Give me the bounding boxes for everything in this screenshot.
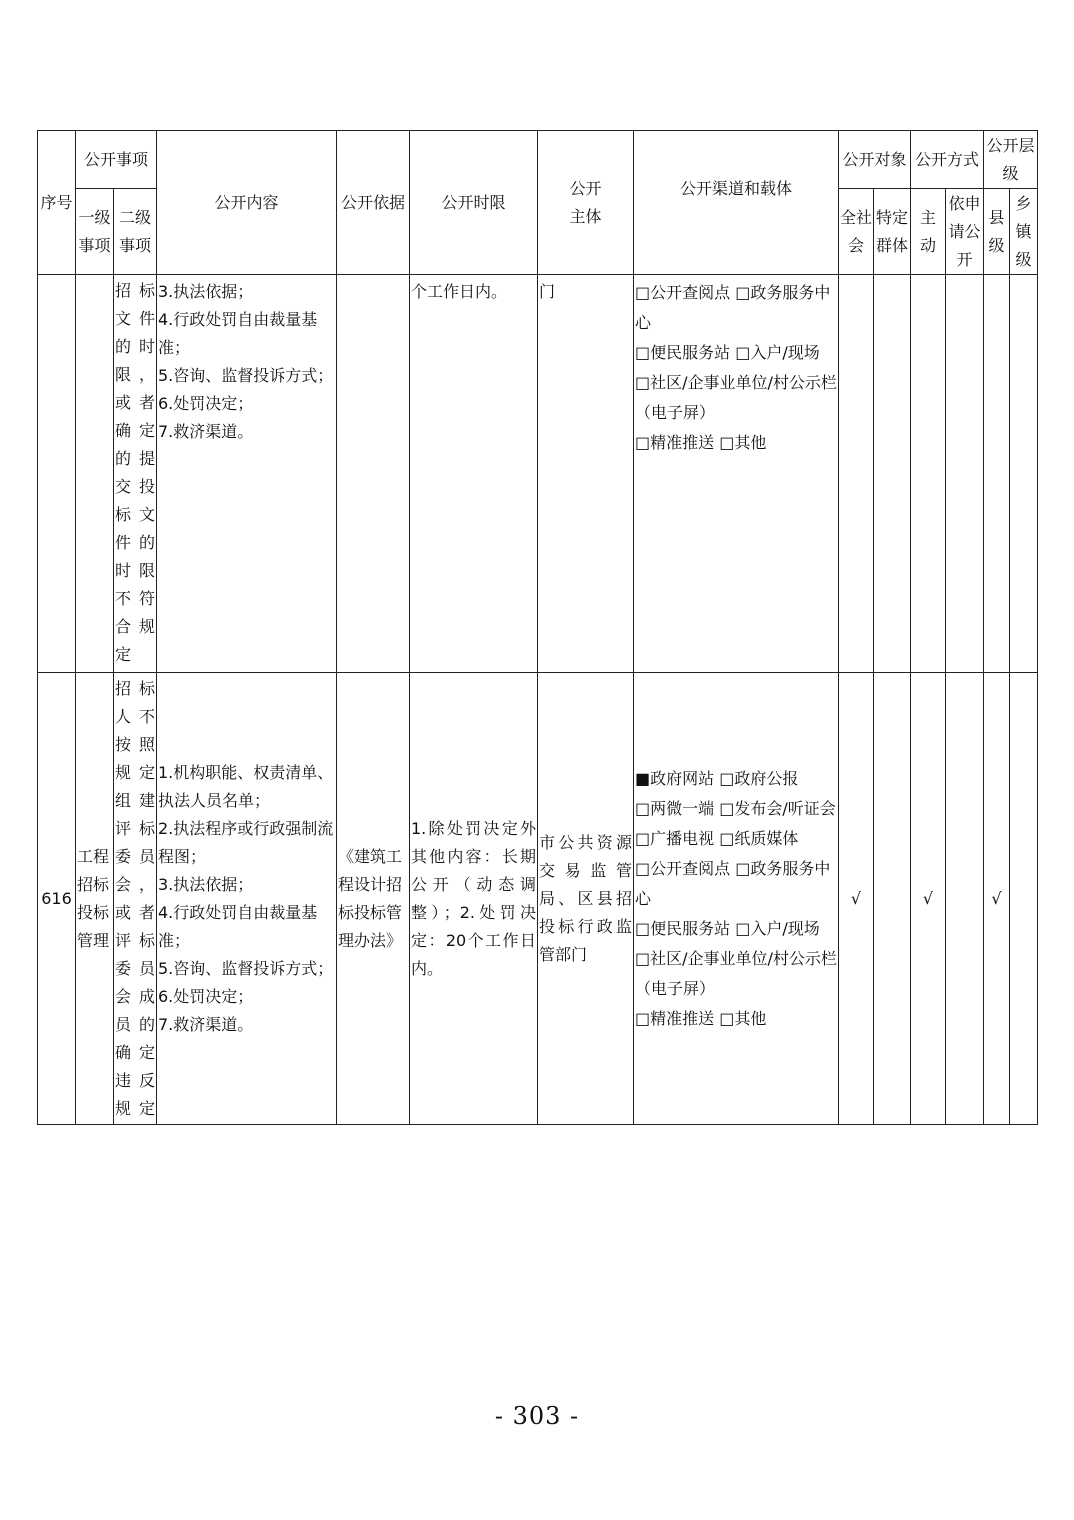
row-mode-active	[911, 275, 946, 673]
content-line: 7.救济渠道。	[158, 422, 254, 441]
disclosure-table	[37, 130, 1038, 1125]
row-seq	[38, 275, 76, 673]
header-mode-active: 主动	[911, 189, 946, 275]
row-mode-request	[946, 673, 984, 1125]
row-channels	[634, 673, 839, 1125]
header-level2: 二级事项	[114, 189, 157, 275]
row-tier-county: √	[984, 673, 1010, 1125]
row-level1	[76, 275, 114, 673]
channel-line: □社区/企事业单位/村公示栏（电子屏）	[635, 373, 837, 422]
content-line: 4.行政处罚自由裁量基准；	[158, 902, 318, 950]
channel-line: □精准推送 □其他	[635, 1008, 767, 1028]
row-tier-county	[984, 275, 1010, 673]
row-subject: 门	[538, 275, 634, 673]
channel-line: □便民服务站 □入户/现场	[635, 343, 820, 362]
content-line: 1.机构职能、权责清单、执法人员名单；	[158, 762, 334, 810]
channel-line: ■政府网站 □政府公报	[635, 768, 799, 788]
header-tier-town: 乡镇级	[1010, 189, 1038, 275]
channel-line: □广播电视 □纸质媒体	[635, 828, 799, 848]
table-row	[38, 275, 1038, 673]
row-tier-town	[1010, 275, 1038, 673]
header-basis: 公开依据	[337, 131, 410, 275]
page-number: - 303 -	[494, 1402, 580, 1430]
row-time-limit: 1.除处罚决定外其他内容：长期公开（动态调整）；2.处罚决定：20个工作日内。	[410, 673, 538, 1125]
content-line: 5.咨询、监督投诉方式；	[158, 366, 334, 385]
header-mode: 公开方式	[911, 131, 984, 189]
header-mode-request: 依申请公开	[946, 189, 984, 275]
content-line: 4.行政处罚自由裁量基准；	[158, 310, 318, 357]
content-line: 3.执法依据；	[158, 282, 254, 301]
channel-line: □社区/企事业单位/村公示栏（电子屏）	[635, 948, 837, 998]
header-time-limit: 公开时限	[410, 131, 538, 275]
row-level1: 工程招标投标管理	[76, 673, 114, 1125]
header-audience-specific: 特定群体	[874, 189, 911, 275]
content-line: 3.执法依据；	[158, 874, 254, 894]
row-content	[157, 275, 337, 673]
channel-line: □两微一端 □发布会/听证会	[635, 798, 836, 818]
content-line: 7.救济渠道。	[158, 1014, 254, 1034]
row-basis	[337, 275, 410, 673]
row-level2: 招标人不按照规定组建评标委员会，或者评标委员会成员的确定违反规定	[114, 673, 157, 1125]
content-line: 6.处罚决定；	[158, 986, 254, 1006]
row-tier-town	[1010, 673, 1038, 1125]
header-level1: 一级事项	[76, 189, 114, 275]
content-line: 2.执法程序或行政强制流程图；	[158, 818, 334, 866]
row-seq: 616	[38, 673, 76, 1125]
row-audience-all	[839, 275, 874, 673]
channel-line: □便民服务站 □入户/现场	[635, 918, 820, 938]
row-time-limit: 个工作日内。	[410, 275, 538, 673]
table-row	[38, 673, 1038, 1125]
row-content	[157, 673, 337, 1125]
content-line: 6.处罚决定；	[158, 394, 254, 413]
row-subject: 市公共资源交易监管局、区县招投标行政监管部门	[538, 673, 634, 1125]
channel-line: □公开查阅点 □政务服务中心	[635, 283, 831, 332]
row-mode-active: √	[911, 673, 946, 1125]
content-line: 5.咨询、监督投诉方式；	[158, 958, 334, 978]
header-audience: 公开对象	[839, 131, 911, 189]
header-audience-all: 全社会	[839, 189, 874, 275]
row-audience-all: √	[839, 673, 874, 1125]
header-channel: 公开渠道和载体	[634, 131, 839, 275]
row-basis: 《建筑工程设计招标投标管理办法》	[337, 673, 410, 1125]
header-seq: 序号	[38, 131, 76, 275]
header-tier: 公开层级	[984, 131, 1038, 189]
header-content: 公开内容	[157, 131, 337, 275]
header-disclosure-item: 公开事项	[76, 131, 157, 189]
row-channels	[634, 275, 839, 673]
header-subject: 公开主体	[538, 131, 634, 275]
header-tier-county: 县级	[984, 189, 1010, 275]
channel-line: □精准推送 □其他	[635, 433, 767, 452]
row-mode-request	[946, 275, 984, 673]
row-level2: 招标文件的时限，或者确定的提交投标文件的时限不符合规定	[114, 275, 157, 673]
row-audience-specific	[874, 673, 911, 1125]
channel-line: □公开查阅点 □政务服务中心	[635, 858, 831, 908]
row-audience-specific	[874, 275, 911, 673]
